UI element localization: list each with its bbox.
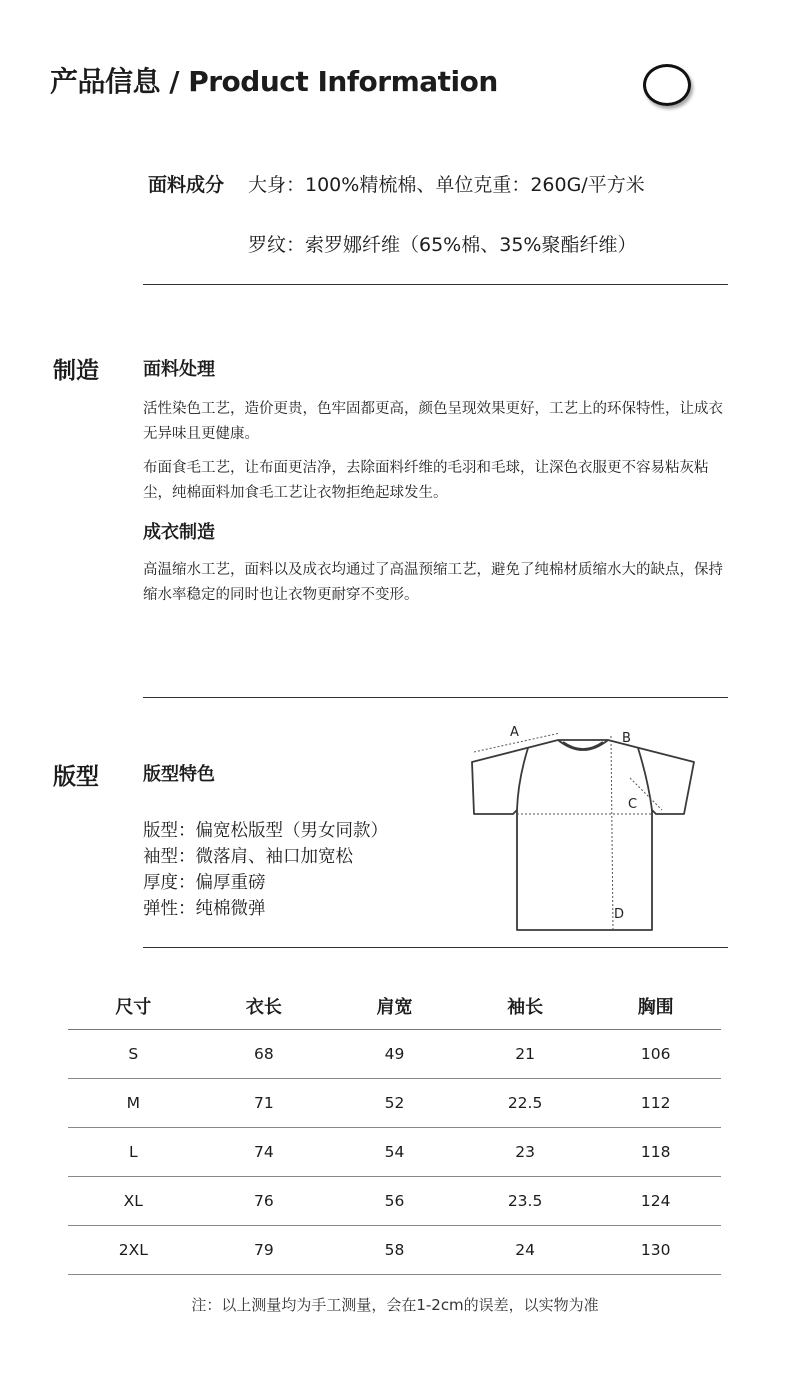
table-cell: 56 xyxy=(329,1177,460,1226)
table-cell: 54 xyxy=(329,1128,460,1177)
fit-spec-item: 厚度：偏厚重磅 xyxy=(143,873,266,893)
garment-paragraph: 高温缩水工艺，面料以及成衣均通过了高温预缩工艺，避免了纯棉材质缩水大的缺点，保持缩水率稳定的同时也让衣物更耐穿不变形。 xyxy=(143,562,723,603)
table-cell: 23.5 xyxy=(460,1177,591,1226)
fabric-label: 面料成分 xyxy=(148,174,225,196)
fit-heading: 版型特色 xyxy=(143,764,215,785)
diagram-label-c: C xyxy=(628,797,638,812)
table-cell: S xyxy=(68,1030,199,1079)
circle-icon xyxy=(643,64,691,106)
fit-spec-item: 版型：偏宽松版型（男女同款） xyxy=(143,821,388,841)
fabric-rib-text: 罗纹：索罗娜纤维（65%棉、35%聚酯纤维） xyxy=(248,234,637,256)
fit-spec-item: 弹性：纯棉微弹 xyxy=(143,899,266,919)
tshirt-outline xyxy=(472,740,694,930)
column-header-shoulder: 肩宽 xyxy=(329,982,460,1030)
page-title: 产品信息 / Product Information xyxy=(50,65,498,98)
table-cell: 23 xyxy=(460,1128,591,1177)
table-cell: 24 xyxy=(460,1226,591,1275)
column-header-size: 尺寸 xyxy=(68,982,199,1030)
table-cell: 21 xyxy=(460,1030,591,1079)
table-cell: 112 xyxy=(590,1079,721,1128)
table-cell: 68 xyxy=(199,1030,330,1079)
fit-spec-item: 袖型：微落肩、袖口加宽松 xyxy=(143,847,353,867)
diagram-label-b: B xyxy=(622,731,631,746)
table-cell: XL xyxy=(68,1177,199,1226)
table-cell: 74 xyxy=(199,1128,330,1177)
table-cell: 106 xyxy=(590,1030,721,1079)
diagram-label-a: A xyxy=(510,725,519,740)
table-cell: 130 xyxy=(590,1226,721,1275)
tshirt-collar xyxy=(558,740,608,750)
table-row xyxy=(68,1226,721,1275)
table-cell: 49 xyxy=(329,1030,460,1079)
column-header-sleeve: 袖长 xyxy=(460,982,591,1030)
table-cell: 76 xyxy=(199,1177,330,1226)
measurement-note: 注：以上测量均为手工测量，会在1-2cm的误差，以实物为准 xyxy=(191,1296,599,1314)
size-table xyxy=(68,982,721,1275)
fabric-treatment-paragraph: 活性染色工艺，造价更贵，色牢固都更高，颜色呈现效果更好，工艺上的环保特性，让成衣无异味且更健康。 xyxy=(143,401,723,442)
table-row xyxy=(68,1079,721,1128)
table-cell: 79 xyxy=(199,1226,330,1275)
fit-spec-list xyxy=(143,818,388,922)
table-cell: M xyxy=(68,1079,199,1128)
fabric-treatment-paragraph: 布面食毛工艺，让布面更洁净，去除面料纤维的毛羽和毛球，让深色衣服更不容易粘灰粘尘，纯棉面料加食毛工艺让衣物拒绝起球发生。 xyxy=(143,460,709,501)
diagram-label-d: D xyxy=(614,907,625,922)
measure-line-b xyxy=(611,736,613,930)
tshirt-measurement-diagram xyxy=(462,718,702,933)
table-cell: 71 xyxy=(199,1079,330,1128)
table-cell: 124 xyxy=(590,1177,721,1226)
fabric-treatment-heading: 面料处理 xyxy=(143,359,215,380)
table-row xyxy=(68,1128,721,1177)
garment-heading: 成衣制造 xyxy=(143,522,215,543)
table-row xyxy=(68,1177,721,1226)
column-header-length: 衣长 xyxy=(199,982,330,1030)
divider xyxy=(143,947,728,948)
table-cell: 2XL xyxy=(68,1226,199,1275)
table-row xyxy=(68,1030,721,1079)
table-cell: 22.5 xyxy=(460,1079,591,1128)
fabric-body-text: 大身：100%精梳棉、单位克重：260G/平方米 xyxy=(248,174,645,196)
table-cell: L xyxy=(68,1128,199,1177)
section-label-fit: 版型 xyxy=(53,764,99,790)
size-table-header-row xyxy=(68,982,721,1030)
divider xyxy=(143,284,728,285)
section-label-manufacture: 制造 xyxy=(53,358,99,384)
column-header-chest: 胸围 xyxy=(590,982,721,1030)
table-cell: 52 xyxy=(329,1079,460,1128)
table-cell: 118 xyxy=(590,1128,721,1177)
table-cell: 58 xyxy=(329,1226,460,1275)
divider xyxy=(143,697,728,698)
